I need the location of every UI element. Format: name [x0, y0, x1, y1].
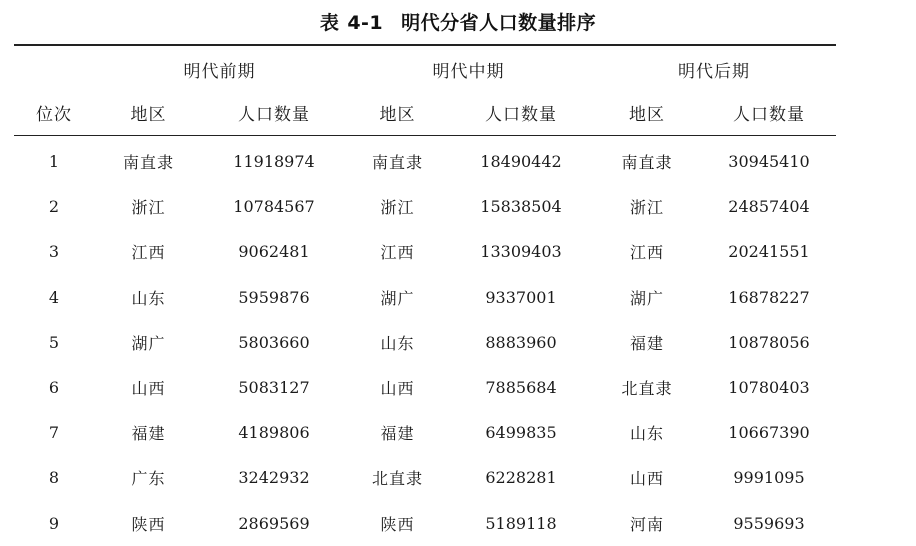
- late-population-cell: 20241551: [728, 242, 810, 262]
- early-population-cell: 4189806: [238, 423, 310, 443]
- mid-region-cell: 浙江: [380, 198, 415, 218]
- caption-text: 明代分省人口数量排序: [401, 12, 597, 34]
- rank-cell: 7: [48, 423, 60, 443]
- early-population-cell: 9062481: [238, 242, 310, 262]
- early-region-cell: 山西: [131, 379, 166, 399]
- table-caption: [0, 8, 916, 35]
- table-row: [14, 365, 836, 410]
- table-row: [14, 229, 836, 274]
- header-spacer: [14, 48, 94, 90]
- rank-cell: 8: [48, 468, 60, 488]
- table-row: [14, 410, 836, 455]
- mid-region-column-header: 地区: [379, 105, 416, 125]
- mid-population-cell: 7885684: [485, 378, 557, 398]
- late-population-cell: 30945410: [728, 152, 810, 172]
- early-population-cell: 5803660: [238, 332, 310, 352]
- late-population-cell: 24857404: [728, 197, 810, 217]
- late-population-cell: 10878056: [728, 332, 810, 352]
- mid-population-cell: 13309403: [480, 242, 562, 262]
- late-population-cell: 10667390: [728, 423, 810, 443]
- late-population-cell: 9991095: [733, 468, 805, 488]
- early-population-cell: 11918974: [233, 152, 315, 172]
- early-region-cell: 广东: [131, 469, 166, 489]
- table-row: [14, 184, 836, 229]
- mid-region-cell: 福建: [380, 424, 415, 444]
- early-population-cell: 3242932: [238, 468, 310, 488]
- rank-cell: 6: [48, 378, 60, 398]
- early-population-column-header: 人口数量: [238, 105, 310, 125]
- mid-population-cell: 6499835: [485, 423, 557, 443]
- table-top-rule: [14, 44, 836, 46]
- early-population-cell: 5083127: [238, 378, 310, 398]
- early-region-cell: 山东: [131, 288, 166, 308]
- rank-cell: 2: [48, 197, 60, 217]
- late-region-cell: 河南: [629, 514, 664, 534]
- early-region-cell: 陕西: [131, 514, 166, 534]
- mid-population-cell: 6228281: [485, 468, 557, 488]
- late-region-cell: 江西: [629, 243, 664, 263]
- table-row: [14, 501, 836, 546]
- mid-region-cell: 江西: [380, 243, 415, 263]
- early-population-cell: 2869569: [238, 513, 310, 533]
- mid-population-cell: 18490442: [480, 152, 562, 172]
- rank-cell: 1: [48, 152, 60, 172]
- column-header-row: [14, 90, 836, 135]
- rank-cell: 5: [48, 332, 60, 352]
- period-early-header: 明代前期: [183, 61, 256, 82]
- table-row: [14, 139, 836, 184]
- late-population-cell: 16878227: [728, 287, 810, 307]
- late-region-cell: 山西: [629, 469, 664, 489]
- early-region-column-header: 地区: [130, 105, 167, 125]
- table-body: [14, 139, 836, 546]
- caption-number: 4-1: [347, 12, 384, 34]
- early-region-cell: 南直隶: [122, 153, 174, 173]
- mid-region-cell: 山东: [380, 333, 415, 353]
- early-region-cell: 浙江: [131, 198, 166, 218]
- late-region-cell: 湖广: [629, 288, 664, 308]
- mid-region-cell: 山西: [380, 379, 415, 399]
- late-region-column-header: 地区: [629, 105, 665, 125]
- mid-region-cell: 南直隶: [371, 153, 423, 173]
- population-ranking-table: [14, 48, 836, 546]
- mid-region-cell: 湖广: [380, 288, 415, 308]
- rank-column-header: 位次: [36, 105, 72, 125]
- table-row: [14, 275, 836, 320]
- late-region-cell: 北直隶: [621, 379, 673, 399]
- late-region-cell: 山东: [629, 424, 664, 444]
- late-region-cell: 浙江: [629, 198, 664, 218]
- period-late-header: 明代后期: [678, 61, 750, 82]
- rank-cell: 4: [48, 287, 60, 307]
- mid-population-cell: 15838504: [480, 197, 562, 217]
- rank-cell: 9: [48, 513, 60, 533]
- table-row: [14, 455, 836, 500]
- mid-region-cell: 陕西: [380, 514, 415, 534]
- late-population-cell: 10780403: [728, 378, 810, 398]
- late-population-cell: 9559693: [733, 513, 805, 533]
- late-region-cell: 福建: [629, 333, 664, 353]
- early-population-cell: 10784567: [233, 197, 315, 217]
- mid-population-cell: 8883960: [485, 332, 557, 352]
- early-region-cell: 湖广: [131, 333, 166, 353]
- late-population-column-header: 人口数量: [733, 105, 805, 125]
- early-region-cell: 江西: [131, 243, 166, 263]
- table-row: [14, 320, 836, 365]
- caption-prefix: 表: [319, 12, 340, 34]
- early-region-cell: 福建: [131, 424, 166, 444]
- early-population-cell: 5959876: [238, 287, 310, 307]
- period-header-row: [14, 48, 836, 90]
- mid-population-cell: 9337001: [485, 287, 557, 307]
- mid-population-column-header: 人口数量: [485, 105, 557, 125]
- mid-population-cell: 5189118: [485, 513, 557, 533]
- period-mid-header: 明代中期: [432, 61, 505, 82]
- late-region-cell: 南直隶: [621, 153, 673, 173]
- rank-cell: 3: [48, 242, 60, 262]
- mid-region-cell: 北直隶: [371, 469, 423, 489]
